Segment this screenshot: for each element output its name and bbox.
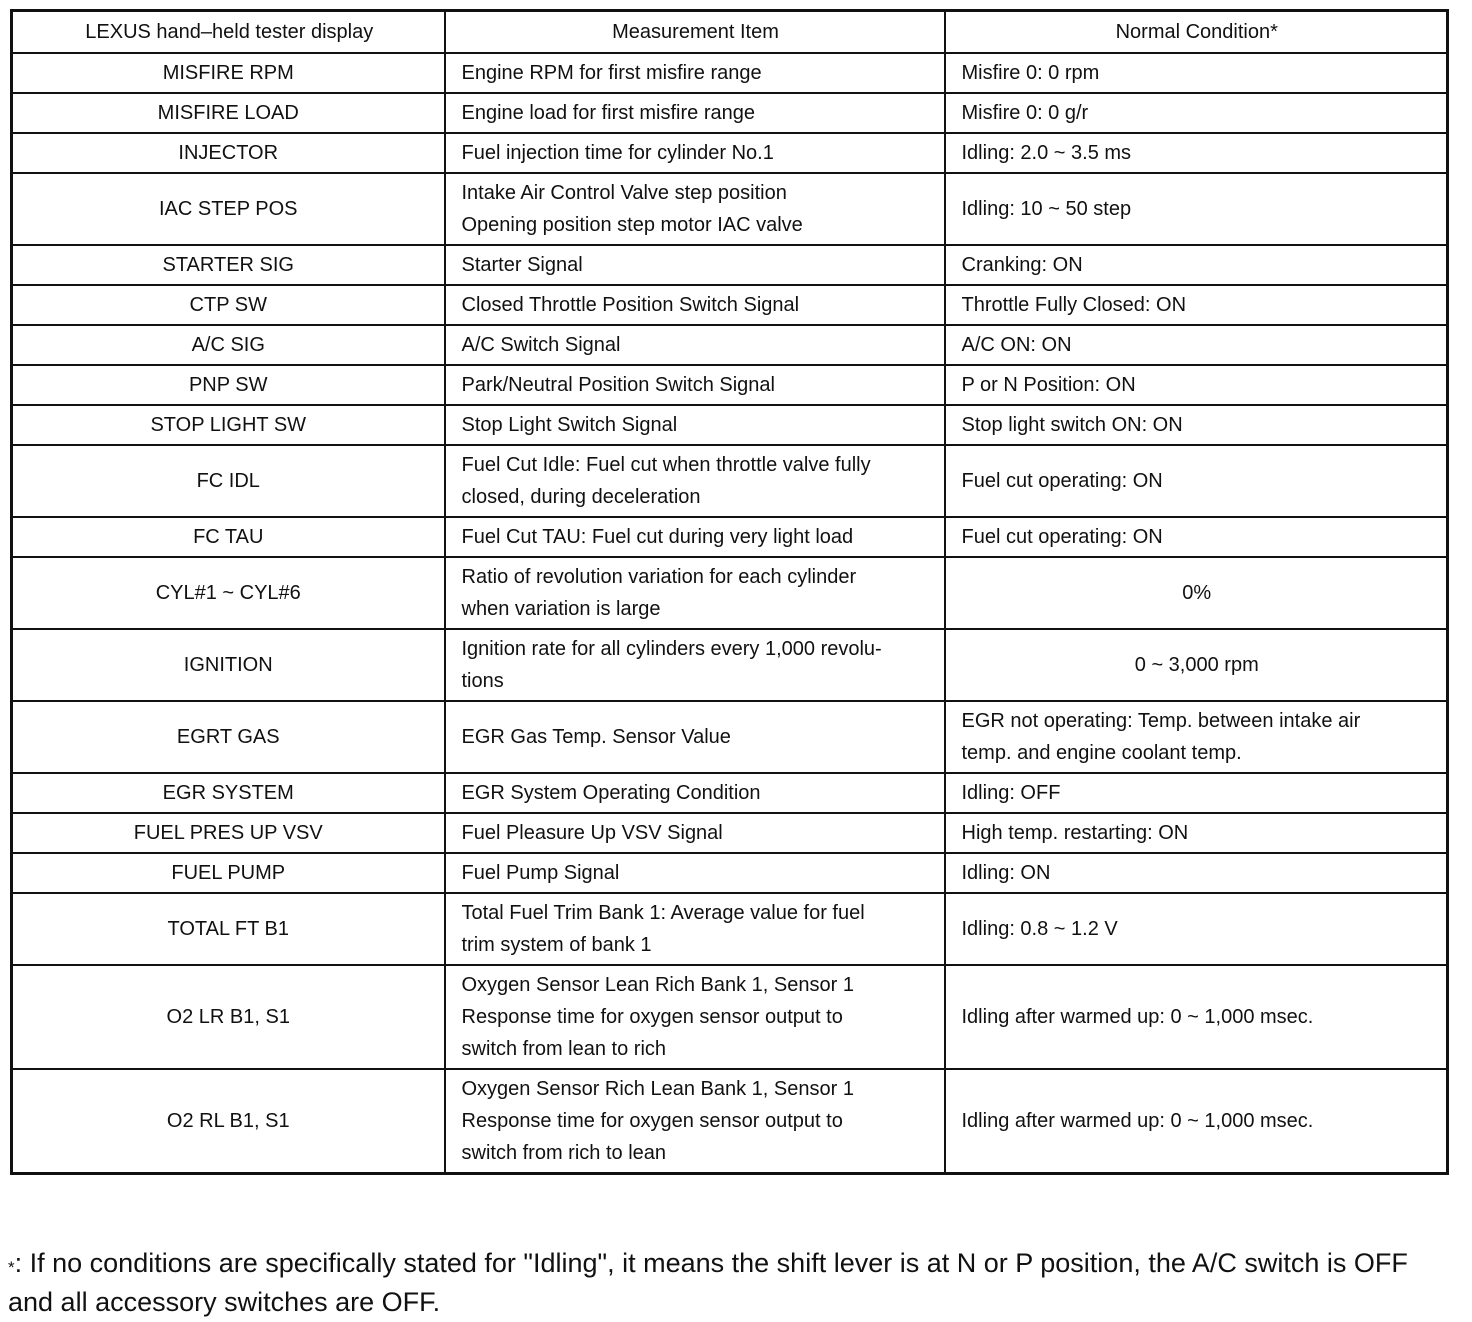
cell-tester-display: CYL#1 ~ CYL#6 <box>12 557 445 629</box>
cell-normal-condition: A/C ON: ON <box>945 325 1448 365</box>
cell-measurement-item: Fuel Pleasure Up VSV Signal <box>445 813 945 853</box>
spec-table <box>10 9 1449 1175</box>
cell-measurement-item: Fuel Pump Signal <box>445 853 945 893</box>
cell-tester-display: FUEL PUMP <box>12 853 445 893</box>
table-row <box>12 325 1448 365</box>
cell-normal-condition: Throttle Fully Closed: ON <box>945 285 1448 325</box>
cell-tester-display: MISFIRE LOAD <box>12 93 445 133</box>
table-row <box>12 245 1448 285</box>
table-row <box>12 53 1448 93</box>
table-row <box>12 173 1448 245</box>
cell-normal-condition: Idling: 2.0 ~ 3.5 ms <box>945 133 1448 173</box>
footnote <box>8 1244 1458 1322</box>
table-row <box>12 893 1448 965</box>
cell-measurement-item: EGR System Operating Condition <box>445 773 945 813</box>
cell-normal-condition: Idling: OFF <box>945 773 1448 813</box>
cell-measurement-item: Stop Light Switch Signal <box>445 405 945 445</box>
cell-normal-condition: EGR not operating: Temp. between intake air temp. and engine coolant temp. <box>945 701 1448 773</box>
table-row <box>12 517 1448 557</box>
cell-tester-display: FUEL PRES UP VSV <box>12 813 445 853</box>
table-body <box>12 53 1448 1174</box>
cell-measurement-item: Ratio of revolution variation for each cylinder when variation is large <box>445 557 945 629</box>
cell-tester-display: IAC STEP POS <box>12 173 445 245</box>
cell-normal-condition: Fuel cut operating: ON <box>945 445 1448 517</box>
cell-tester-display: STOP LIGHT SW <box>12 405 445 445</box>
cell-normal-condition: Stop light switch ON: ON <box>945 405 1448 445</box>
cell-tester-display: O2 RL B1, S1 <box>12 1069 445 1174</box>
cell-normal-condition: Misfire 0: 0 g/r <box>945 93 1448 133</box>
cell-normal-condition: Cranking: ON <box>945 245 1448 285</box>
cell-tester-display: FC IDL <box>12 445 445 517</box>
cell-normal-condition: Idling: ON <box>945 853 1448 893</box>
table-row <box>12 285 1448 325</box>
table-row <box>12 93 1448 133</box>
cell-normal-condition: High temp. restarting: ON <box>945 813 1448 853</box>
cell-tester-display: PNP SW <box>12 365 445 405</box>
cell-measurement-item: EGR Gas Temp. Sensor Value <box>445 701 945 773</box>
cell-measurement-item: Fuel injection time for cylinder No.1 <box>445 133 945 173</box>
cell-tester-display: IGNITION <box>12 629 445 701</box>
table-row <box>12 405 1448 445</box>
cell-measurement-item: Closed Throttle Position Switch Signal <box>445 285 945 325</box>
cell-measurement-item: Starter Signal <box>445 245 945 285</box>
table-row <box>12 557 1448 629</box>
footnote-mark: * <box>8 1258 15 1277</box>
table-row <box>12 365 1448 405</box>
header-measurement-item: Measurement Item <box>445 11 945 54</box>
header-normal-condition: Normal Condition* <box>945 11 1448 54</box>
cell-normal-condition: 0 ~ 3,000 rpm <box>945 629 1448 701</box>
cell-measurement-item: Oxygen Sensor Lean Rich Bank 1, Sensor 1 Response time for oxygen sensor output to switch from lean to rich <box>445 965 945 1069</box>
cell-tester-display: FC TAU <box>12 517 445 557</box>
cell-measurement-item: A/C Switch Signal <box>445 325 945 365</box>
cell-measurement-item: Park/Neutral Position Switch Signal <box>445 365 945 405</box>
cell-measurement-item: Engine RPM for first misfire range <box>445 53 945 93</box>
cell-measurement-item: Fuel Cut Idle: Fuel cut when throttle valve fully closed, during deceleration <box>445 445 945 517</box>
cell-normal-condition: Idling: 10 ~ 50 step <box>945 173 1448 245</box>
cell-measurement-item: Engine load for first misfire range <box>445 93 945 133</box>
cell-tester-display: CTP SW <box>12 285 445 325</box>
cell-measurement-item: Ignition rate for all cylinders every 1,000 revolu- tions <box>445 629 945 701</box>
table-row <box>12 445 1448 517</box>
header-tester-display: LEXUS hand–held tester display <box>12 11 445 54</box>
table-row <box>12 133 1448 173</box>
table-row <box>12 813 1448 853</box>
cell-tester-display: INJECTOR <box>12 133 445 173</box>
cell-tester-display: STARTER SIG <box>12 245 445 285</box>
table-header-row <box>12 11 1448 54</box>
cell-normal-condition: Idling after warmed up: 0 ~ 1,000 msec. <box>945 965 1448 1069</box>
cell-measurement-item: Total Fuel Trim Bank 1: Average value for fuel trim system of bank 1 <box>445 893 945 965</box>
cell-measurement-item: Fuel Cut TAU: Fuel cut during very light load <box>445 517 945 557</box>
table-row <box>12 773 1448 813</box>
cell-tester-display: EGRT GAS <box>12 701 445 773</box>
cell-normal-condition: 0% <box>945 557 1448 629</box>
cell-measurement-item: Oxygen Sensor Rich Lean Bank 1, Sensor 1 Response time for oxygen sensor output to switch from rich to lean <box>445 1069 945 1174</box>
cell-measurement-item: Intake Air Control Valve step position Opening position step motor IAC valve <box>445 173 945 245</box>
cell-normal-condition: Idling: 0.8 ~ 1.2 V <box>945 893 1448 965</box>
table-row <box>12 965 1448 1069</box>
cell-tester-display: A/C SIG <box>12 325 445 365</box>
table-row <box>12 629 1448 701</box>
table-row <box>12 1069 1448 1174</box>
cell-normal-condition: Fuel cut operating: ON <box>945 517 1448 557</box>
cell-normal-condition: Misfire 0: 0 rpm <box>945 53 1448 93</box>
cell-normal-condition: Idling after warmed up: 0 ~ 1,000 msec. <box>945 1069 1448 1174</box>
cell-tester-display: TOTAL FT B1 <box>12 893 445 965</box>
cell-tester-display: MISFIRE RPM <box>12 53 445 93</box>
table-row <box>12 701 1448 773</box>
footnote-text: : If no conditions are specifically stated for "Idling", it means the shift lever is at N or P position, the A/C switch is OFF and all accessory switches are OFF. <box>8 1248 1408 1317</box>
cell-tester-display: EGR SYSTEM <box>12 773 445 813</box>
table-row <box>12 853 1448 893</box>
cell-tester-display: O2 LR B1, S1 <box>12 965 445 1069</box>
cell-normal-condition: P or N Position: ON <box>945 365 1448 405</box>
